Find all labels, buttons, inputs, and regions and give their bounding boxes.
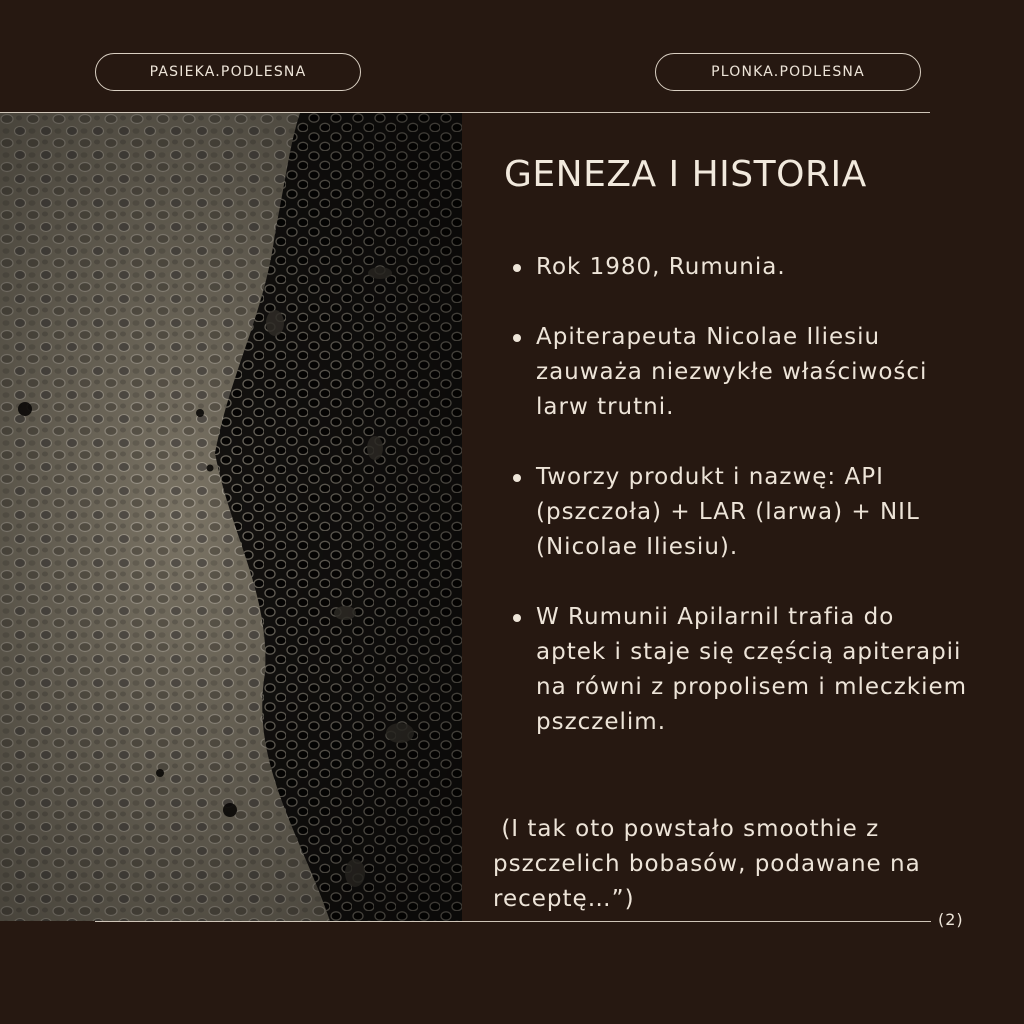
bullet-item: Rok 1980, Rumunia. [510,250,970,285]
bullet-item: Tworzy produkt i nazwę: API (pszczoła) + LAR (larwa) + NIL (Nicolae Iliesiu). [510,460,970,565]
honeycomb-photo [0,113,462,921]
history-bullet-list [510,250,970,775]
bullet-item: W Rumunii Apilarnil trafia do aptek i staje się częścią apiterapii na równi z propolisem i mleczkiem pszczelim. [510,600,970,740]
bottom-divider [95,921,931,922]
bullet-item: Apiterapeuta Nicolae Iliesiu zauważa niezwykłe właściwości larw trutni. [510,320,970,425]
page-number: (2) [938,910,964,929]
page-title: GENEZA I HISTORIA [504,154,867,195]
handle-pill-left[interactable]: PASIEKA.PODLESNA [95,53,361,91]
handle-pill-right[interactable]: PLONKA.PODLESNA [655,53,921,91]
closing-remark: (I tak oto powstało smoothie z pszczelich bobasów, podawane na receptę…”) [493,816,929,912]
